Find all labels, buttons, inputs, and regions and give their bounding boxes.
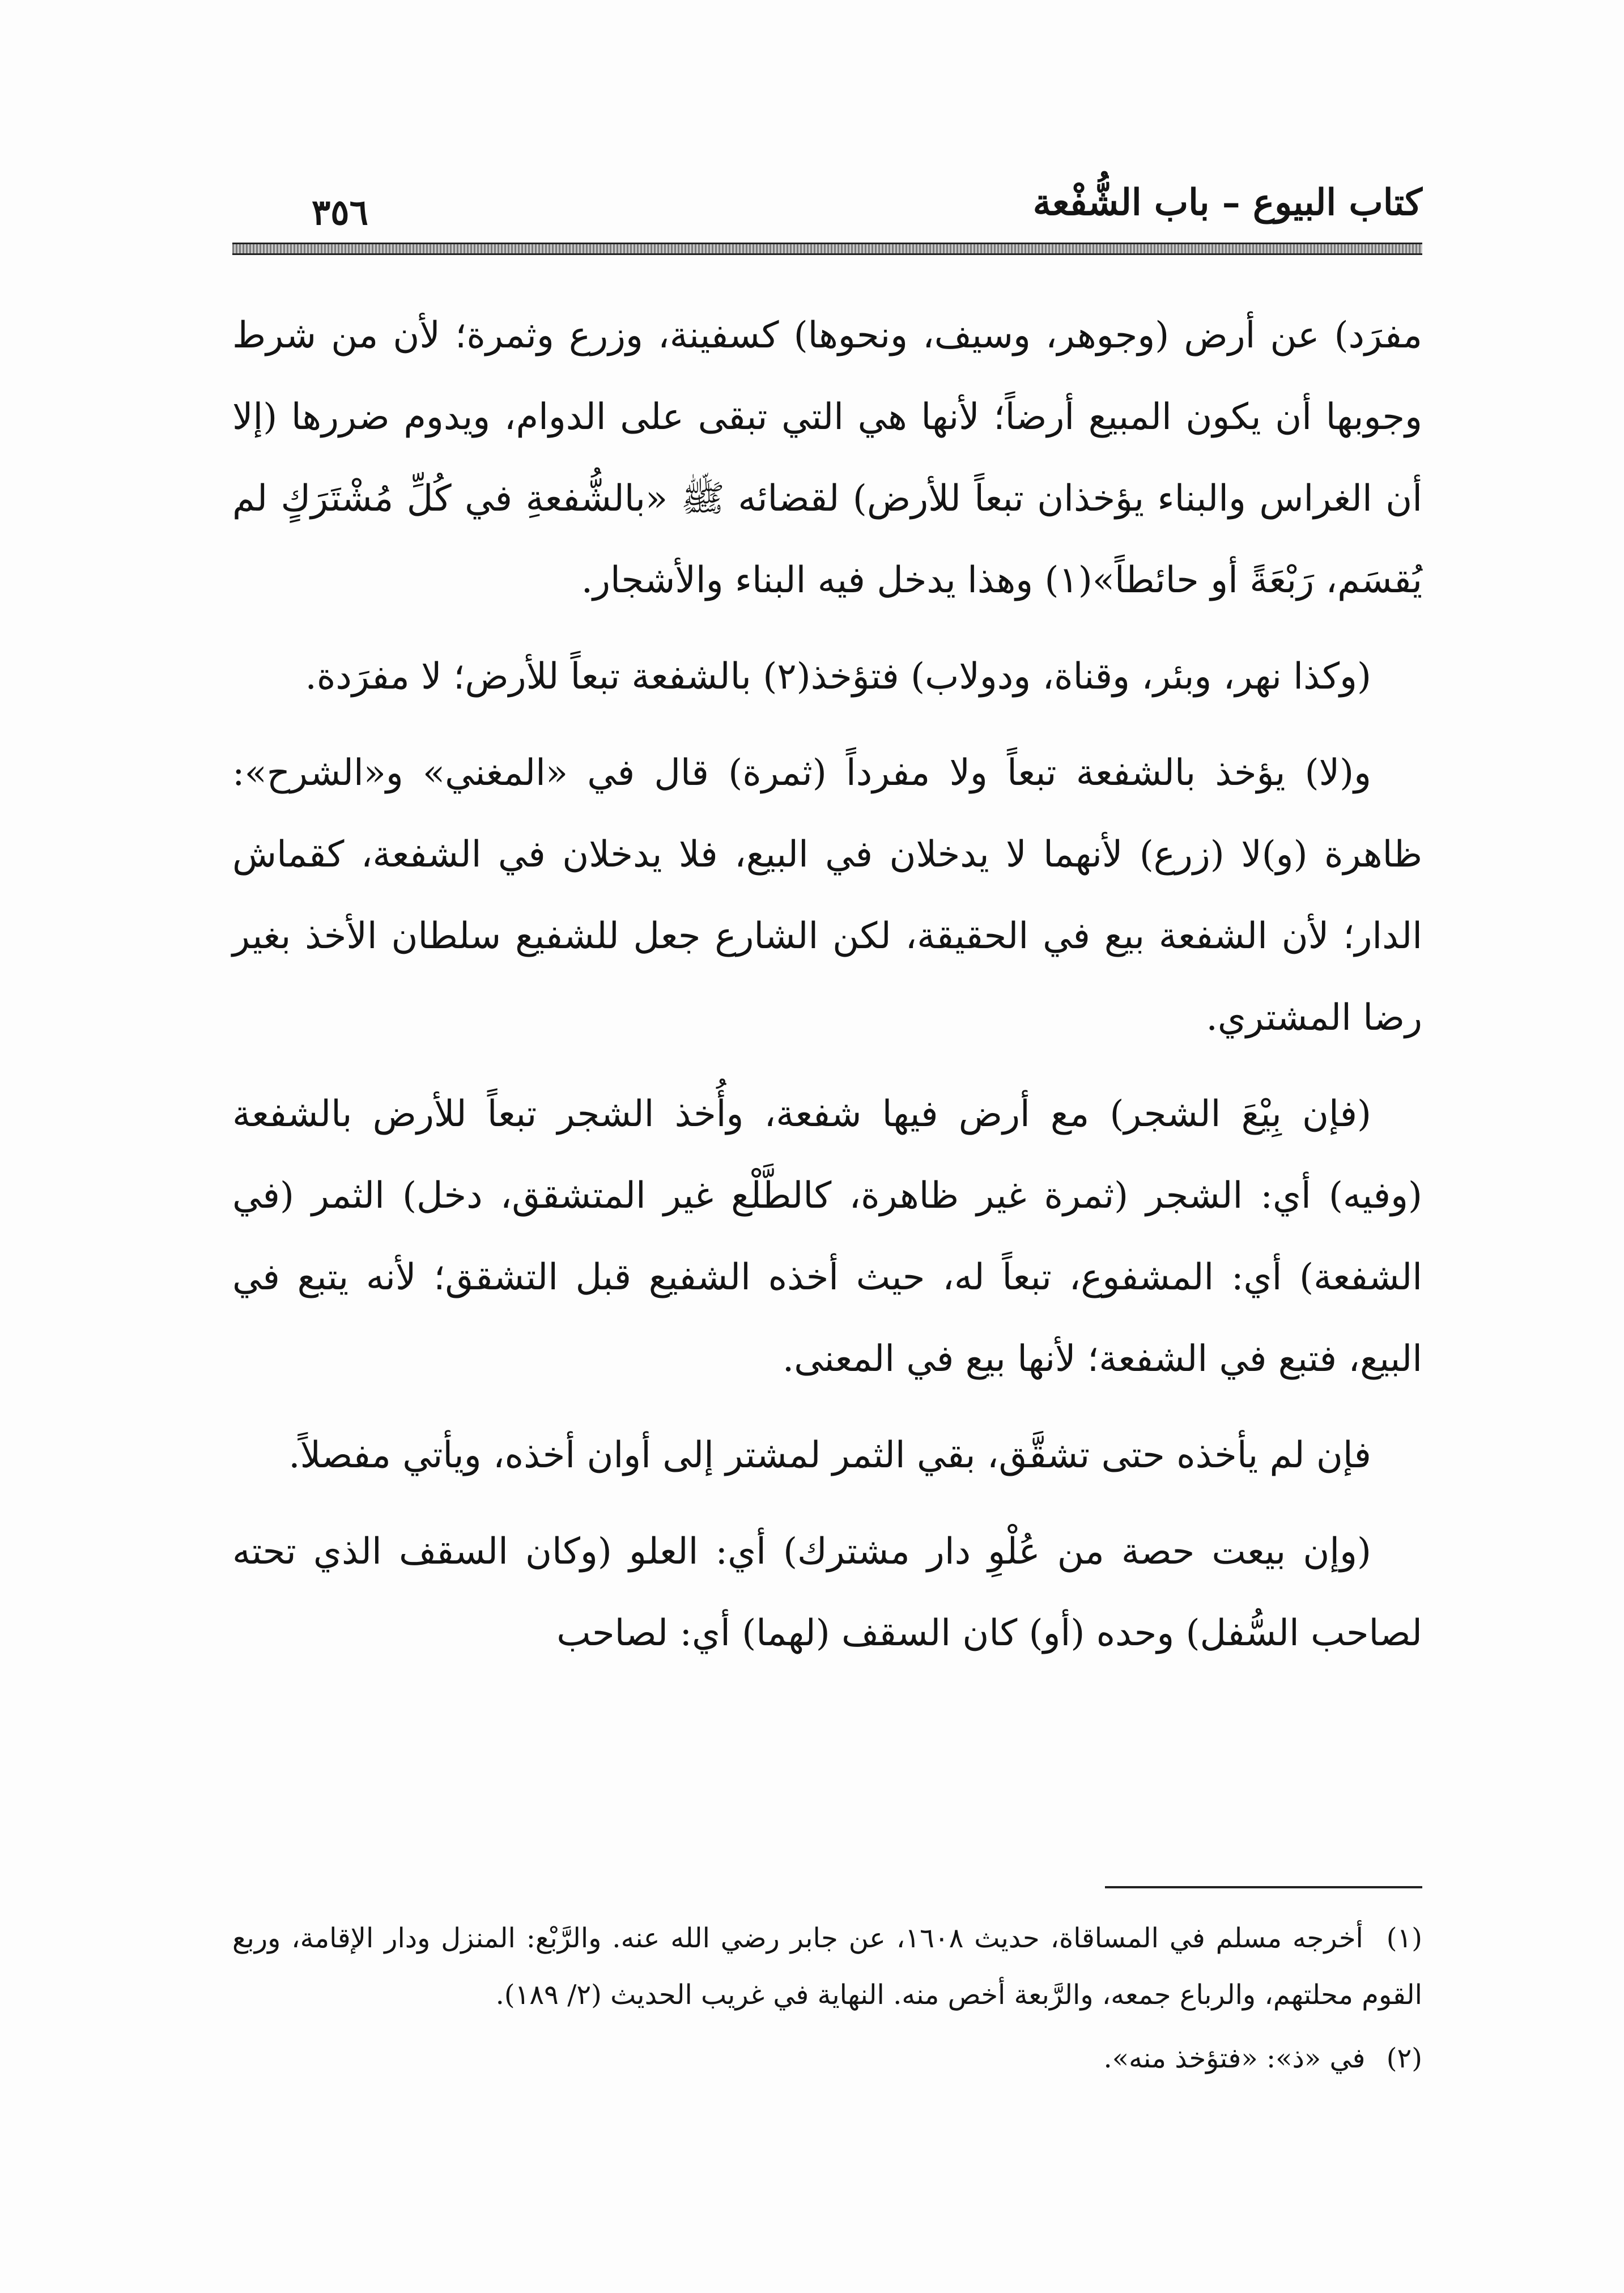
footnote — [232, 2030, 1422, 2087]
footnote-rule — [1105, 1886, 1422, 1888]
page-number: ٣٥٦ — [312, 192, 368, 233]
page-header — [232, 170, 1422, 238]
footnote-number: (٢) — [1386, 2043, 1422, 2074]
footnotes — [232, 1910, 1422, 2094]
footnote — [232, 1910, 1422, 2023]
footnote-text: أخرجه مسلم في المساقاة، حديث ١٦٠٨، عن جابر رضي الله عنه. والرَّبْع: المنزل ودار الإقامة، وربع القوم محلتهم، والرباع جمعه، والرَّبعة أخص منه. النهاية في غريب الحديث (٢/ ١٨٩). — [232, 1922, 1422, 2011]
paragraph: فإن لم يأخذه حتى تشقَّق، بقي الثمر لمشتر إلى أوان أخذه، ويأتي مفصلاً. — [288, 1434, 1371, 1476]
footnote-number: (١) — [1386, 1922, 1423, 1954]
paragraph: (وإن بيعت حصة من عُلْوِ دار مشترك) أي: العلو (وكان السقف الذي تحته لصاحب السُّفل) وحده (أو) كان السقف (لهما) أي: لصاحب — [232, 1531, 1422, 1654]
paragraph: (فإن بِيْعَ الشجر) مع أرض فيها شفعة، وأُخذ الشجر تبعاً للأرض بالشفعة (وفيه) أي: الشجر (ثمرة غير ظاهرة، كالطَّلْع غير المتشقق، دخل) الثمر (في الشفعة) أي: المشفوع، تبعاً له، حيث أخذه الشفيع قبل التشقق؛ لأنه يتبع في البيع، فتبع في الشفعة؛ لأنها بيع في المعنى. — [232, 1093, 1423, 1380]
header-rule — [232, 243, 1422, 255]
paragraph: و(لا) يؤخذ بالشفعة تبعاً ولا مفرداً (ثمرة) قال في «المغني» و«الشرح»: ظاهرة (و)لا (زرع) لأنهما لا يدخلان في البيع، فلا يدخلان في الشفعة، كقماش الدار؛ لأن الشفعة بيع في الحقيقة، لكن الشارع جعل للشفيع سلطان الأخذ بغير رضا المشتري. — [232, 752, 1423, 1039]
running-title: كتاب البيوع – باب الشُّفْعة — [1032, 181, 1422, 224]
footnote-text: في «ذ»: «فتؤخذ منه». — [1103, 2043, 1366, 2074]
paragraph: مفرَد) عن أرض (وجوهر، وسيف، ونحوها) كسفينة، وزرع وثمرة؛ لأن من شرط وجوبها أن يكون المبيع أرضاً؛ لأنها هي التي تبقى على الدوام، ويدوم ضررها (إلا أن الغراس والبناء يؤخذان تبعاً للأرض) لقضائه ﷺ «بالشُّفعةِ في كُلِّ مُشْتَرَكٍ لم يُقسَم، رَبْعَةً أو حائطاً»(١) وهذا يدخل فيه البناء والأشجار. — [232, 315, 1423, 601]
paragraph: (وكذا نهر، وبئر، وقناة، ودولاب) فتؤخذ(٢) بالشفعة تبعاً للأرض؛ لا مفرَدة. — [305, 656, 1371, 698]
main-text — [232, 295, 1422, 1689]
